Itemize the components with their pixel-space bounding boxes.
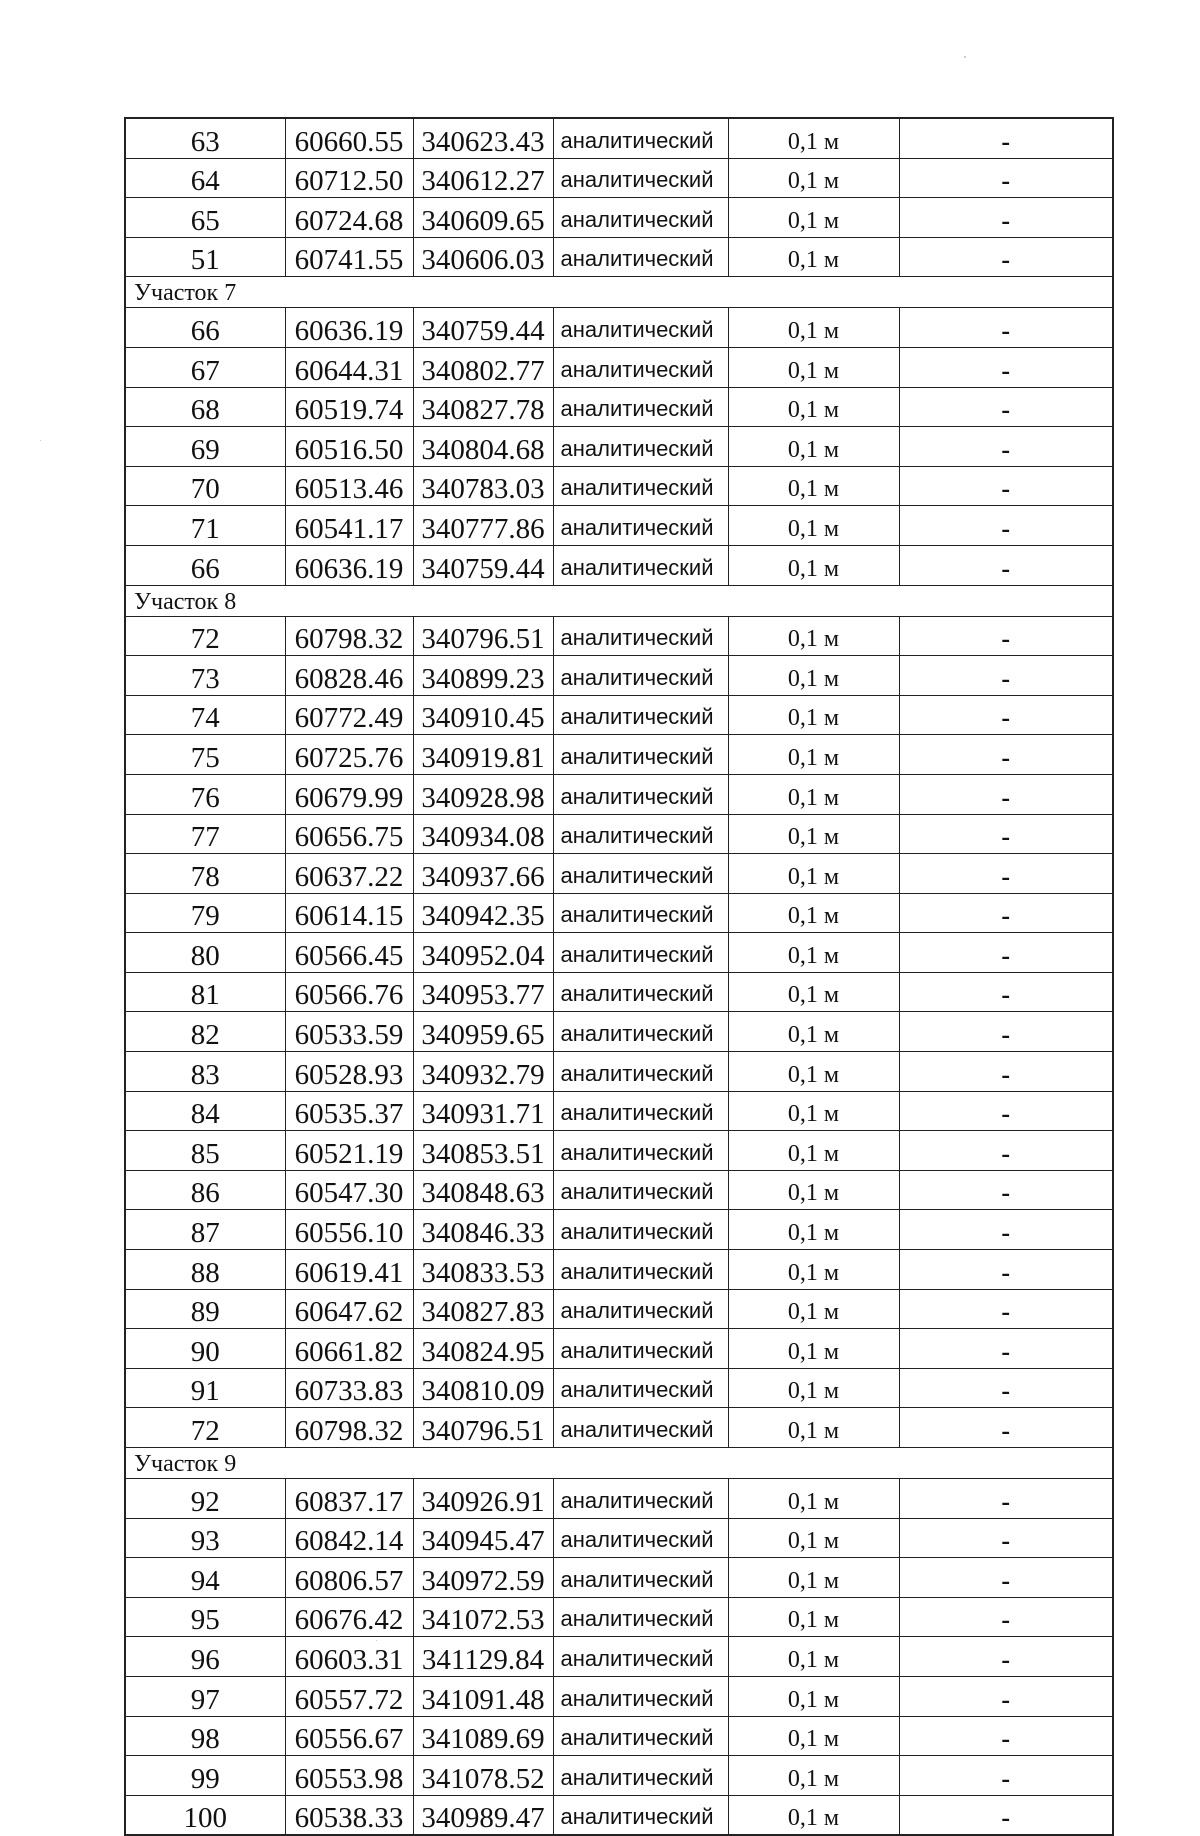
point-number-cell: 90 <box>125 1329 285 1369</box>
note-cell: - <box>899 893 1113 933</box>
x-coordinate-cell: 60837.17 <box>285 1479 413 1519</box>
method-cell: аналитический <box>553 198 728 238</box>
accuracy-cell: 0,1 м <box>728 1676 899 1716</box>
method-cell: аналитический <box>553 545 728 585</box>
table-row <box>125 545 1113 585</box>
y-coordinate-cell: 340942.35 <box>413 893 553 933</box>
note-cell: - <box>899 1795 1113 1835</box>
table-row <box>125 1012 1113 1052</box>
x-coordinate-cell: 60798.32 <box>285 1408 413 1448</box>
method-cell: аналитический <box>553 1091 728 1131</box>
x-coordinate-cell: 60566.76 <box>285 972 413 1012</box>
method-cell: аналитический <box>553 506 728 546</box>
point-number-cell: 84 <box>125 1091 285 1131</box>
table-row <box>125 774 1113 814</box>
method-cell: аналитический <box>553 1131 728 1171</box>
x-coordinate-cell: 60557.72 <box>285 1676 413 1716</box>
x-coordinate-cell: 60516.50 <box>285 427 413 467</box>
accuracy-cell: 0,1 м <box>728 1716 899 1756</box>
y-coordinate-cell: 340804.68 <box>413 427 553 467</box>
note-cell: - <box>899 1676 1113 1716</box>
section-header-row <box>125 1448 1113 1479</box>
accuracy-cell: 0,1 м <box>728 1329 899 1369</box>
note-cell: - <box>899 237 1113 277</box>
note-cell: - <box>899 1716 1113 1756</box>
point-number-cell: 82 <box>125 1012 285 1052</box>
note-cell: - <box>899 735 1113 775</box>
y-coordinate-cell: 340759.44 <box>413 545 553 585</box>
x-coordinate-cell: 60644.31 <box>285 347 413 387</box>
section-header-row <box>125 277 1113 308</box>
method-cell: аналитический <box>553 1637 728 1677</box>
x-coordinate-cell: 60647.62 <box>285 1289 413 1329</box>
method-cell: аналитический <box>553 972 728 1012</box>
accuracy-cell: 0,1 м <box>728 774 899 814</box>
accuracy-cell: 0,1 м <box>728 427 899 467</box>
table-row <box>125 1558 1113 1598</box>
table-row <box>125 656 1113 696</box>
note-cell: - <box>899 1210 1113 1250</box>
accuracy-cell: 0,1 м <box>728 1597 899 1637</box>
accuracy-cell: 0,1 м <box>728 735 899 775</box>
table-row <box>125 506 1113 546</box>
point-number-cell: 91 <box>125 1368 285 1408</box>
x-coordinate-cell: 60828.46 <box>285 656 413 696</box>
x-coordinate-cell: 60637.22 <box>285 854 413 894</box>
y-coordinate-cell: 341078.52 <box>413 1756 553 1796</box>
accuracy-cell: 0,1 м <box>728 854 899 894</box>
y-coordinate-cell: 340910.45 <box>413 695 553 735</box>
note-cell: - <box>899 308 1113 348</box>
table-row <box>125 237 1113 277</box>
y-coordinate-cell: 340824.95 <box>413 1329 553 1369</box>
point-number-cell: 100 <box>125 1795 285 1835</box>
point-number-cell: 93 <box>125 1518 285 1558</box>
table-body <box>125 118 1113 1835</box>
method-cell: аналитический <box>553 616 728 656</box>
y-coordinate-cell: 341072.53 <box>413 1597 553 1637</box>
note-cell: - <box>899 347 1113 387</box>
point-number-cell: 68 <box>125 387 285 427</box>
section-label: Участок 7 <box>125 277 1113 308</box>
point-number-cell: 65 <box>125 198 285 238</box>
y-coordinate-cell: 340989.47 <box>413 1795 553 1835</box>
note-cell: - <box>899 118 1113 158</box>
table-row <box>125 308 1113 348</box>
table-row <box>125 1795 1113 1835</box>
x-coordinate-cell: 60519.74 <box>285 387 413 427</box>
x-coordinate-cell: 60619.41 <box>285 1250 413 1290</box>
table-row <box>125 1676 1113 1716</box>
x-coordinate-cell: 60724.68 <box>285 198 413 238</box>
point-number-cell: 83 <box>125 1052 285 1092</box>
accuracy-cell: 0,1 м <box>728 933 899 973</box>
x-coordinate-cell: 60603.31 <box>285 1637 413 1677</box>
method-cell: аналитический <box>553 1170 728 1210</box>
x-coordinate-cell: 60798.32 <box>285 616 413 656</box>
x-coordinate-cell: 60556.67 <box>285 1716 413 1756</box>
accuracy-cell: 0,1 м <box>728 347 899 387</box>
note-cell: - <box>899 1597 1113 1637</box>
x-coordinate-cell: 60541.17 <box>285 506 413 546</box>
note-cell: - <box>899 1012 1113 1052</box>
note-cell: - <box>899 774 1113 814</box>
table-row <box>125 1637 1113 1677</box>
y-coordinate-cell: 340609.65 <box>413 198 553 238</box>
accuracy-cell: 0,1 м <box>728 893 899 933</box>
y-coordinate-cell: 340926.91 <box>413 1479 553 1519</box>
point-number-cell: 73 <box>125 656 285 696</box>
x-coordinate-cell: 60676.42 <box>285 1597 413 1637</box>
point-number-cell: 78 <box>125 854 285 894</box>
method-cell: аналитический <box>553 854 728 894</box>
y-coordinate-cell: 340928.98 <box>413 774 553 814</box>
y-coordinate-cell: 340919.81 <box>413 735 553 775</box>
note-cell: - <box>899 466 1113 506</box>
x-coordinate-cell: 60513.46 <box>285 466 413 506</box>
boundary-points-table <box>124 117 1114 1836</box>
method-cell: аналитический <box>553 1052 728 1092</box>
note-cell: - <box>899 1170 1113 1210</box>
accuracy-cell: 0,1 м <box>728 972 899 1012</box>
x-coordinate-cell: 60553.98 <box>285 1756 413 1796</box>
method-cell: аналитический <box>553 387 728 427</box>
note-cell: - <box>899 158 1113 198</box>
table-row <box>125 1210 1113 1250</box>
point-number-cell: 88 <box>125 1250 285 1290</box>
accuracy-cell: 0,1 м <box>728 1289 899 1329</box>
method-cell: аналитический <box>553 1329 728 1369</box>
y-coordinate-cell: 340932.79 <box>413 1052 553 1092</box>
note-cell: - <box>899 1479 1113 1519</box>
y-coordinate-cell: 340934.08 <box>413 814 553 854</box>
point-number-cell: 66 <box>125 545 285 585</box>
method-cell: аналитический <box>553 656 728 696</box>
accuracy-cell: 0,1 м <box>728 466 899 506</box>
x-coordinate-cell: 60528.93 <box>285 1052 413 1092</box>
method-cell: аналитический <box>553 237 728 277</box>
y-coordinate-cell: 340827.78 <box>413 387 553 427</box>
method-cell: аналитический <box>553 695 728 735</box>
point-number-cell: 97 <box>125 1676 285 1716</box>
y-coordinate-cell: 340959.65 <box>413 1012 553 1052</box>
point-number-cell: 70 <box>125 466 285 506</box>
point-number-cell: 99 <box>125 1756 285 1796</box>
y-coordinate-cell: 340612.27 <box>413 158 553 198</box>
accuracy-cell: 0,1 м <box>728 1368 899 1408</box>
method-cell: аналитический <box>553 308 728 348</box>
accuracy-cell: 0,1 м <box>728 1210 899 1250</box>
note-cell: - <box>899 1637 1113 1677</box>
note-cell: - <box>899 1052 1113 1092</box>
accuracy-cell: 0,1 м <box>728 506 899 546</box>
method-cell: аналитический <box>553 347 728 387</box>
accuracy-cell: 0,1 м <box>728 616 899 656</box>
y-coordinate-cell: 340931.71 <box>413 1091 553 1131</box>
y-coordinate-cell: 340899.23 <box>413 656 553 696</box>
x-coordinate-cell: 60547.30 <box>285 1170 413 1210</box>
method-cell: аналитический <box>553 1597 728 1637</box>
note-cell: - <box>899 1558 1113 1598</box>
accuracy-cell: 0,1 м <box>728 1518 899 1558</box>
point-number-cell: 96 <box>125 1637 285 1677</box>
table-row <box>125 387 1113 427</box>
accuracy-cell: 0,1 м <box>728 1479 899 1519</box>
table-row <box>125 1756 1113 1796</box>
point-number-cell: 72 <box>125 616 285 656</box>
section-header-row <box>125 585 1113 616</box>
note-cell: - <box>899 656 1113 696</box>
point-number-cell: 76 <box>125 774 285 814</box>
point-number-cell: 87 <box>125 1210 285 1250</box>
x-coordinate-cell: 60806.57 <box>285 1558 413 1598</box>
note-cell: - <box>899 933 1113 973</box>
point-number-cell: 67 <box>125 347 285 387</box>
x-coordinate-cell: 60636.19 <box>285 545 413 585</box>
x-coordinate-cell: 60772.49 <box>285 695 413 735</box>
accuracy-cell: 0,1 м <box>728 237 899 277</box>
table-row <box>125 198 1113 238</box>
point-number-cell: 80 <box>125 933 285 973</box>
note-cell: - <box>899 1408 1113 1448</box>
x-coordinate-cell: 60842.14 <box>285 1518 413 1558</box>
accuracy-cell: 0,1 м <box>728 1408 899 1448</box>
note-cell: - <box>899 1289 1113 1329</box>
x-coordinate-cell: 60535.37 <box>285 1091 413 1131</box>
point-number-cell: 72 <box>125 1408 285 1448</box>
y-coordinate-cell: 341091.48 <box>413 1676 553 1716</box>
y-coordinate-cell: 340952.04 <box>413 933 553 973</box>
point-number-cell: 79 <box>125 893 285 933</box>
method-cell: аналитический <box>553 893 728 933</box>
y-coordinate-cell: 340810.09 <box>413 1368 553 1408</box>
table-row <box>125 1052 1113 1092</box>
table-row <box>125 1250 1113 1290</box>
table-row <box>125 1518 1113 1558</box>
x-coordinate-cell: 60661.82 <box>285 1329 413 1369</box>
method-cell: аналитический <box>553 466 728 506</box>
accuracy-cell: 0,1 м <box>728 1756 899 1796</box>
accuracy-cell: 0,1 м <box>728 308 899 348</box>
x-coordinate-cell: 60533.59 <box>285 1012 413 1052</box>
section-label: Участок 9 <box>125 1448 1113 1479</box>
y-coordinate-cell: 340853.51 <box>413 1131 553 1171</box>
table-row <box>125 1289 1113 1329</box>
method-cell: аналитический <box>553 1250 728 1290</box>
y-coordinate-cell: 340606.03 <box>413 237 553 277</box>
point-number-cell: 75 <box>125 735 285 775</box>
point-number-cell: 74 <box>125 695 285 735</box>
point-number-cell: 63 <box>125 118 285 158</box>
table-row <box>125 1170 1113 1210</box>
accuracy-cell: 0,1 м <box>728 198 899 238</box>
y-coordinate-cell: 340953.77 <box>413 972 553 1012</box>
accuracy-cell: 0,1 м <box>728 1052 899 1092</box>
method-cell: аналитический <box>553 1408 728 1448</box>
y-coordinate-cell: 340827.83 <box>413 1289 553 1329</box>
accuracy-cell: 0,1 м <box>728 695 899 735</box>
x-coordinate-cell: 60538.33 <box>285 1795 413 1835</box>
point-number-cell: 86 <box>125 1170 285 1210</box>
table-row <box>125 814 1113 854</box>
note-cell: - <box>899 427 1113 467</box>
table-row <box>125 893 1113 933</box>
x-coordinate-cell: 60660.55 <box>285 118 413 158</box>
accuracy-cell: 0,1 м <box>728 158 899 198</box>
table-row <box>125 1329 1113 1369</box>
y-coordinate-cell: 340848.63 <box>413 1170 553 1210</box>
point-number-cell: 89 <box>125 1289 285 1329</box>
accuracy-cell: 0,1 м <box>728 387 899 427</box>
note-cell: - <box>899 814 1113 854</box>
y-coordinate-cell: 340759.44 <box>413 308 553 348</box>
x-coordinate-cell: 60741.55 <box>285 237 413 277</box>
table-row <box>125 1131 1113 1171</box>
table-row <box>125 972 1113 1012</box>
point-number-cell: 69 <box>125 427 285 467</box>
point-number-cell: 98 <box>125 1716 285 1756</box>
method-cell: аналитический <box>553 1716 728 1756</box>
point-number-cell: 94 <box>125 1558 285 1598</box>
table-row <box>125 695 1113 735</box>
section-label: Участок 8 <box>125 585 1113 616</box>
table-row <box>125 158 1113 198</box>
x-coordinate-cell: 60656.75 <box>285 814 413 854</box>
method-cell: аналитический <box>553 1795 728 1835</box>
method-cell: аналитический <box>553 1518 728 1558</box>
y-coordinate-cell: 341089.69 <box>413 1716 553 1756</box>
method-cell: аналитический <box>553 1756 728 1796</box>
x-coordinate-cell: 60521.19 <box>285 1131 413 1171</box>
note-cell: - <box>899 1091 1113 1131</box>
table-row <box>125 854 1113 894</box>
note-cell: - <box>899 972 1113 1012</box>
table-row <box>125 1716 1113 1756</box>
x-coordinate-cell: 60733.83 <box>285 1368 413 1408</box>
x-coordinate-cell: 60725.76 <box>285 735 413 775</box>
method-cell: аналитический <box>553 1676 728 1716</box>
accuracy-cell: 0,1 м <box>728 656 899 696</box>
note-cell: - <box>899 198 1113 238</box>
accuracy-cell: 0,1 м <box>728 1170 899 1210</box>
y-coordinate-cell: 340945.47 <box>413 1518 553 1558</box>
point-number-cell: 64 <box>125 158 285 198</box>
note-cell: - <box>899 1756 1113 1796</box>
x-coordinate-cell: 60636.19 <box>285 308 413 348</box>
note-cell: - <box>899 545 1113 585</box>
point-number-cell: 66 <box>125 308 285 348</box>
point-number-cell: 92 <box>125 1479 285 1519</box>
method-cell: аналитический <box>553 814 728 854</box>
method-cell: аналитический <box>553 1210 728 1250</box>
accuracy-cell: 0,1 м <box>728 1012 899 1052</box>
table-row <box>125 933 1113 973</box>
point-number-cell: 77 <box>125 814 285 854</box>
accuracy-cell: 0,1 м <box>728 545 899 585</box>
note-cell: - <box>899 1518 1113 1558</box>
scan-speck <box>40 440 41 441</box>
accuracy-cell: 0,1 м <box>728 1795 899 1835</box>
table-row <box>125 1408 1113 1448</box>
table-row <box>125 616 1113 656</box>
y-coordinate-cell: 340846.33 <box>413 1210 553 1250</box>
method-cell: аналитический <box>553 1368 728 1408</box>
method-cell: аналитический <box>553 427 728 467</box>
method-cell: аналитический <box>553 933 728 973</box>
method-cell: аналитический <box>553 1479 728 1519</box>
table-row <box>125 735 1113 775</box>
point-number-cell: 51 <box>125 237 285 277</box>
y-coordinate-cell: 340833.53 <box>413 1250 553 1290</box>
table-row <box>125 118 1113 158</box>
y-coordinate-cell: 340777.86 <box>413 506 553 546</box>
method-cell: аналитический <box>553 774 728 814</box>
note-cell: - <box>899 1250 1113 1290</box>
method-cell: аналитический <box>553 118 728 158</box>
y-coordinate-cell: 340783.03 <box>413 466 553 506</box>
y-coordinate-cell: 340796.51 <box>413 616 553 656</box>
method-cell: аналитический <box>553 1012 728 1052</box>
table-row <box>125 427 1113 467</box>
x-coordinate-cell: 60712.50 <box>285 158 413 198</box>
x-coordinate-cell: 60679.99 <box>285 774 413 814</box>
table-row <box>125 466 1113 506</box>
accuracy-cell: 0,1 м <box>728 118 899 158</box>
method-cell: аналитический <box>553 158 728 198</box>
table-row <box>125 1091 1113 1131</box>
accuracy-cell: 0,1 м <box>728 814 899 854</box>
note-cell: - <box>899 854 1113 894</box>
accuracy-cell: 0,1 м <box>728 1637 899 1677</box>
note-cell: - <box>899 1329 1113 1369</box>
scan-speck <box>964 56 966 58</box>
point-number-cell: 85 <box>125 1131 285 1171</box>
point-number-cell: 71 <box>125 506 285 546</box>
method-cell: аналитический <box>553 1558 728 1598</box>
y-coordinate-cell: 340972.59 <box>413 1558 553 1598</box>
y-coordinate-cell: 340623.43 <box>413 118 553 158</box>
x-coordinate-cell: 60556.10 <box>285 1210 413 1250</box>
x-coordinate-cell: 60614.15 <box>285 893 413 933</box>
note-cell: - <box>899 695 1113 735</box>
table-row <box>125 347 1113 387</box>
method-cell: аналитический <box>553 1289 728 1329</box>
y-coordinate-cell: 341129.84 <box>413 1637 553 1677</box>
accuracy-cell: 0,1 м <box>728 1131 899 1171</box>
table-row <box>125 1368 1113 1408</box>
point-number-cell: 95 <box>125 1597 285 1637</box>
accuracy-cell: 0,1 м <box>728 1091 899 1131</box>
note-cell: - <box>899 616 1113 656</box>
table-row <box>125 1479 1113 1519</box>
accuracy-cell: 0,1 м <box>728 1558 899 1598</box>
note-cell: - <box>899 387 1113 427</box>
point-number-cell: 81 <box>125 972 285 1012</box>
method-cell: аналитический <box>553 735 728 775</box>
note-cell: - <box>899 1368 1113 1408</box>
table-row <box>125 1597 1113 1637</box>
note-cell: - <box>899 1131 1113 1171</box>
y-coordinate-cell: 340937.66 <box>413 854 553 894</box>
y-coordinate-cell: 340802.77 <box>413 347 553 387</box>
accuracy-cell: 0,1 м <box>728 1250 899 1290</box>
y-coordinate-cell: 340796.51 <box>413 1408 553 1448</box>
x-coordinate-cell: 60566.45 <box>285 933 413 973</box>
note-cell: - <box>899 506 1113 546</box>
